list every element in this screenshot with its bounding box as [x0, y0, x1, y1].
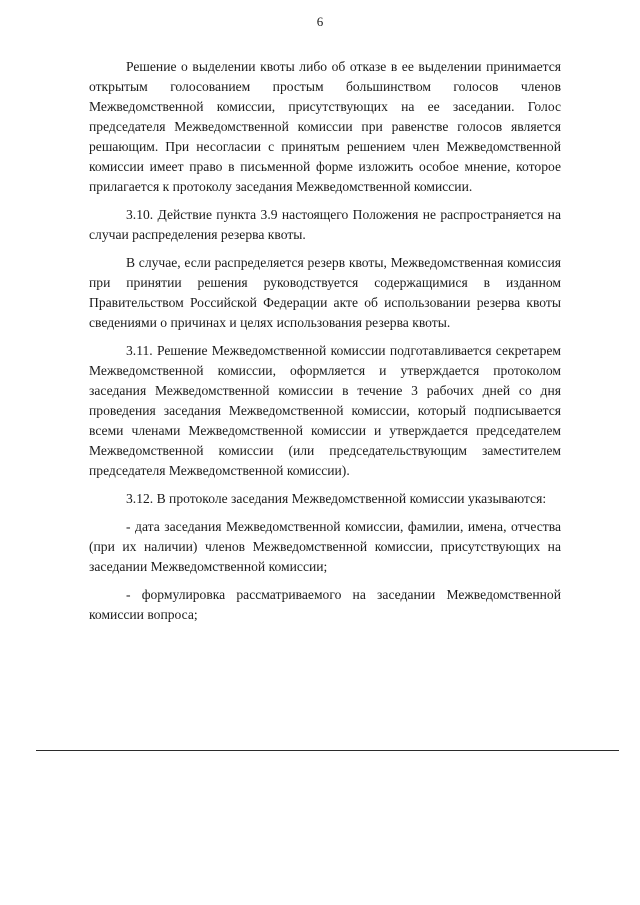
list-item-meeting-date: - дата заседания Межведомственной комиссии, фамилии, имена, отчества (при их наличии) членов Межведомственной комиссии, присутствующих на заседании Межведомственной комиссии; — [89, 519, 561, 574]
paragraph-3-12: 3.12. В протоколе заседания Межведомственной комиссии указываются: — [126, 491, 547, 506]
paragraph-3-10: 3.10. Действие пункта 3.9 настоящего Положения не распространяется на случаи распределения резерва квоты. — [89, 207, 561, 242]
paragraph-reserve-quota: В случае, если распределяется резерв квоты, Межведомственная комиссия при принятии решения руководствуется содержащимися в изданном Правительством Российской Федерации акте об использовании резерва квоты сведениями о причинах и целях использования резерва квоты. — [89, 255, 561, 330]
document-body — [89, 57, 561, 633]
paragraph-decision-vote: Решение о выделении квоты либо об отказе в ее выделении принимается открытым голосованием простым большинством голосов членов Межведомственной комиссии, присутствующих на ее заседании. Голос председателя Межведомственной комиссии при равенстве голосов является решающим. При несогласии с принятым решением член Межведомственной комиссии имеет право в письменной форме изложить особое мнение, которое прилагается к протоколу заседания Межведомственной комиссии. — [89, 59, 561, 194]
page-bottom-divider — [36, 750, 619, 751]
paragraph-3-11: 3.11. Решение Межведомственной комиссии подготавливается секретарем Межведомственной комиссии, оформляется и утверждается протоколом заседания Межведомственной комиссии в течение 3 рабочих дней со дня проведения заседания Межведомственной комиссии, который подписывается всеми членами Межведомственной комиссии и утверждается председателем Межведомственной комиссии (или председательствующим заместителем председателя Межведомственной комиссии). — [89, 343, 561, 478]
list-item-question-wording: - формулировка рассматриваемого на заседании Межведомственной комиссии вопроса; — [89, 587, 561, 622]
page-number: 6 — [316, 14, 324, 29]
